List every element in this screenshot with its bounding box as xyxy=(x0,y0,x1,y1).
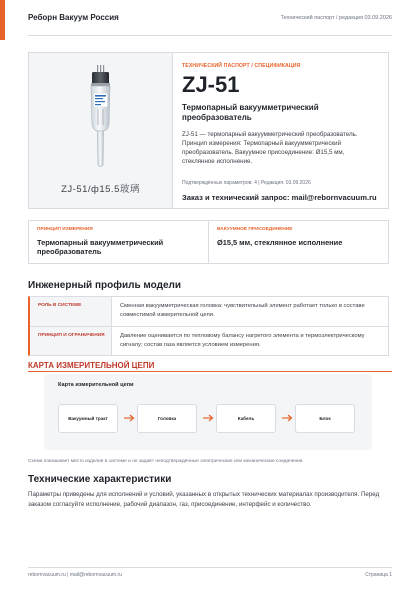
engineering-row-text: Давление оценивается по тепловому балансу нагретого элемента и термоэлектрическому сигналу; состав газа является условием измерения. xyxy=(120,333,365,348)
circuit-map-heading: КАРТА ИЗМЕРИТЕЛЬНОЙ ЦЕПИ xyxy=(28,361,155,370)
engineering-row-label: РОЛЬ В СИСТЕМЕ xyxy=(30,297,112,326)
arrow-right-icon xyxy=(281,412,293,424)
header-divider xyxy=(28,35,392,36)
accent-bar xyxy=(0,0,5,40)
spec-principle-value: Термопарный вакуумметрический преобразователь xyxy=(37,238,164,256)
spec-connection-label: ВАКУУМНОЕ ПРИСОЕДИНЕНИЕ xyxy=(217,227,293,232)
spec-principle-label: ПРИНЦИП ИЗМЕРЕНИЯ xyxy=(37,227,93,232)
page-header xyxy=(28,13,392,22)
engineering-row-text: Сменная вакуумметрическая головка: чувствительный элемент работает только в составе совместимой измерительной цепи. xyxy=(120,303,365,318)
node-cable: Кабель xyxy=(216,404,276,433)
hero-card xyxy=(28,52,389,209)
circuit-diagram xyxy=(44,374,372,450)
model-title: ZJ-51 xyxy=(182,72,240,97)
params-count: Подтверждённых параметров: 4 | Редакция: 03.09.2026 xyxy=(182,180,311,186)
footer-contacts: rebornvacuum.ru | mail@rebornvacuum.ru xyxy=(28,572,122,578)
page-footer xyxy=(28,572,392,578)
footer-divider xyxy=(28,567,392,568)
key-specs xyxy=(28,220,389,264)
node-gauge-head: Головка xyxy=(137,404,197,433)
spec-connection xyxy=(208,221,388,263)
arrow-right-icon xyxy=(202,412,214,424)
spec-principle xyxy=(29,221,208,263)
engineering-row-label: ПРИНЦИП И ОГРАНИЧЕНИЯ xyxy=(30,327,112,355)
table-row xyxy=(30,326,388,355)
engineering-heading: Инженерный профиль модели xyxy=(28,280,182,291)
tech-text: Параметры приведены для исполнений и условий, указанных в открытых технических материалах производителя. Перед заказом согласуйте исполнение, рабочий диапазон, газ, присоединение, интерфейс и количество. xyxy=(28,491,380,508)
arrow-right-icon xyxy=(123,412,135,424)
node-control-unit: Блок xyxy=(295,404,355,433)
node-vacuum-line: Вакуумный тракт xyxy=(58,404,118,433)
model-description: ZJ-51 — термопарный вакуумметрический преобразователь. Принцип измерения: Термопарный вакуумметрический преобразователь. Вакуумное присоединение: Ø15,5 мм, стеклянное исполнение. xyxy=(182,131,358,165)
product-image-caption: ZJ-51/ф15.5玻璃 xyxy=(61,184,140,195)
spec-connection-value: Ø15,5 мм, стеклянное исполнение xyxy=(217,238,343,247)
hero-info xyxy=(173,53,388,208)
document-meta: Технический паспорт / редакция 03.09.2026 xyxy=(280,14,392,21)
engineering-table xyxy=(28,296,389,356)
diagram-note: Схема показывает место изделия в системе и не задаёт неподтверждённые электрические или механические соединения. xyxy=(28,459,304,464)
order-contact: Заказ и технический запрос: mail@rebornvacuum.ru xyxy=(182,193,377,202)
diagram-title: Карта измерительной цепи xyxy=(58,382,134,388)
table-row xyxy=(30,297,388,326)
page-number: Страница 1 xyxy=(365,572,392,578)
brand-name: Реборн Вакуум Россия xyxy=(28,13,119,22)
tech-heading: Технические характеристики xyxy=(28,474,172,485)
circuit-map-divider xyxy=(28,371,392,372)
spec-kicker: ТЕХНИЧЕСКИЙ ПАСПОРТ / СПЕЦИФИКАЦИЯ xyxy=(182,63,301,69)
product-image xyxy=(29,53,173,208)
model-subtitle: Термопарный вакуумметрический преобразователь xyxy=(182,103,319,122)
